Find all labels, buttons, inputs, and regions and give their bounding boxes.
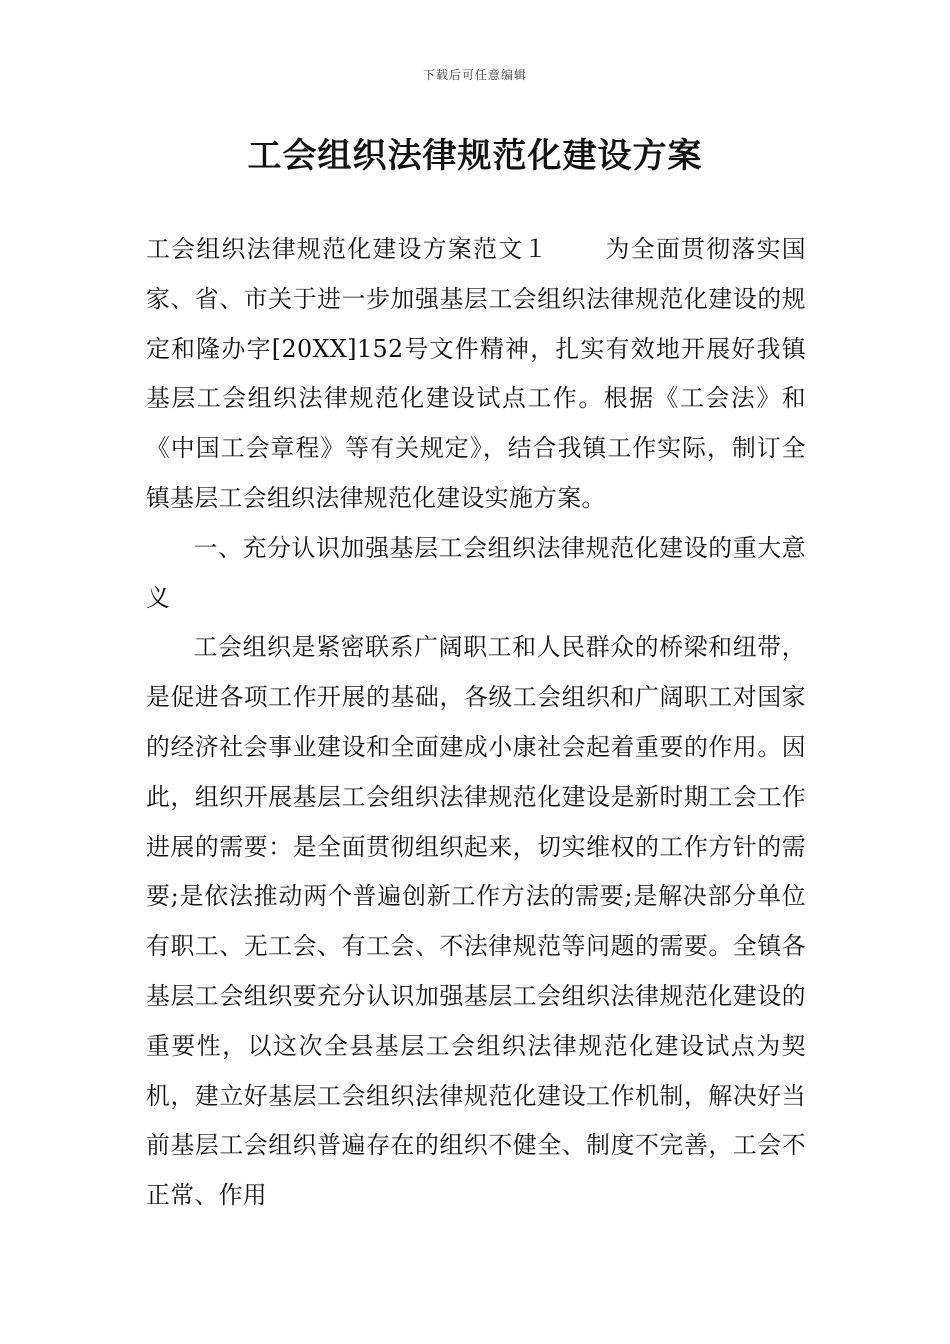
header-note: 下载后可任意编辑 <box>422 68 527 82</box>
intro-lead: 工会组织法律规范化建设方案范文１ <box>146 235 549 263</box>
document-title: 工会组织法律规范化建设方案 <box>247 136 703 176</box>
section-1-heading: 一、充分认识加强基层工会组织法律规范化建设的重大意义 <box>146 533 806 612</box>
intro-body: 为全面贯彻落实国家、省、市关于进一步加强基层工会组织法律规范化建设的规定和隆办字[20XX]152号文件精神，扎实有效地开展好我镇基层工会组织法律规范化建设试点工作。根据《工会法》和《中国工会章程》等有关规定》，结合我镇工作实际，制订全镇基层工会组织法律规范化建设实施方案。 <box>146 235 807 512</box>
intro-paragraph <box>146 225 806 524</box>
document-body <box>146 225 806 1221</box>
section-1-paragraph: 工会组织是紧密联系广阔职工和人民群众的桥梁和纽带，是促进各项工作开展的基础，各级工会组织和广阔职工对国家的经济社会事业建设和全面建成小康社会起着重要的作用。因此，组织开展基层工会组织法律规范化建设是新时期工会工作进展的需要：是全面贯彻组织起来，切实维权的工作方针的需要;是依法推动两个普遍创新工作方法的需要;是解决部分单位有职工、无工会、有工会、不法律规范等问题的需要。全镇各基层工会组织要充分认识加强基层工会组织法律规范化建设的重要性，以这次全县基层工会组织法律规范化建设试点为契机，建立好基层工会组织法律规范化建设工作机制，解决好当前基层工会组织普遍存在的组织不健全、制度不完善，工会不正常、作用 <box>146 633 806 1210</box>
